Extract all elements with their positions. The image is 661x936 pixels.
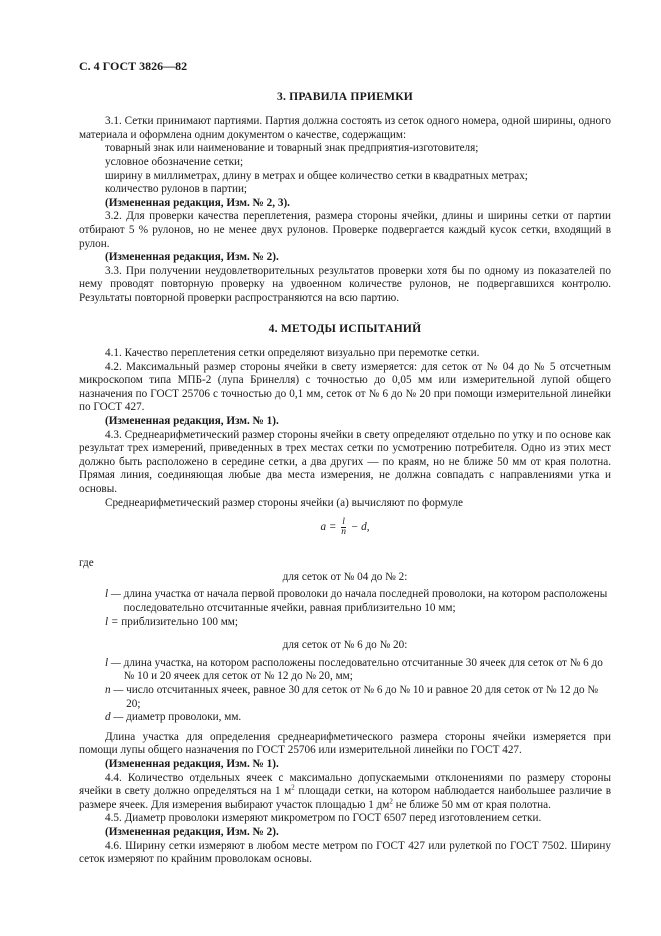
- definition-text: диаметр проволоки, мм.: [126, 711, 242, 724]
- definition-item: [79, 684, 611, 711]
- paragraph-4-5: 4.5. Диаметр проволоки измеряют микрометром по ГОСТ 6507 перед изготовлением сетки.: [105, 812, 542, 825]
- paragraph-4-1: 4.1. Качество переплетения сетки определяют визуально при перемотке сетки.: [105, 347, 480, 360]
- paragraph-4-4: [79, 772, 611, 813]
- formula-denominator: n: [341, 527, 346, 538]
- condition-heading: для сеток от № 04 до № 2:: [282, 570, 408, 583]
- formula-fraction: [341, 518, 346, 537]
- paragraph-4-4-part1: 4.4. Количество отдельных ячеек с максимально допускаемыми отклонениями по размеру стороны ячейки в свету должно определяться на 1 м: [79, 771, 611, 798]
- amendment-note: (Измененная редакция, Изм. № 1).: [105, 415, 279, 428]
- amendment-note: (Измененная редакция, Изм. № 2, 3).: [105, 196, 290, 209]
- paragraph-4-6: 4.6. Ширину сетки измеряют в любом месте метром по ГОСТ 427 или рулеткой по ГОСТ 7502. Ширину сеток измеряют по крайним проволокам основы.: [79, 839, 611, 866]
- definition-item: [79, 588, 611, 615]
- amendment-note: (Измененная редакция, Изм. № 2).: [105, 251, 279, 264]
- definition-symbol: n —: [105, 683, 124, 696]
- definition-text: число отсчитанных ячеек, равное 30 для сеток от № 6 до № 10 и равное 20 для сеток от № 12 до № 20;: [126, 683, 599, 710]
- paragraph-4-3: 4.3. Среднеарифметический размер стороны ячейки в свету определяют отдельно по утку и по основе как результат трех измерений, приведенных в трех местах сетки по усмотрению потребителя. Одно из этих мест должно быть расположено в середине сетки, а два других — по краям, но не ближе 50 мм от края полотна. Прямая линия, соединяющая любые два места измерения, не должна совпадать с направлениями утка и основы.: [79, 428, 611, 496]
- definition-symbol: l =: [105, 615, 119, 628]
- definition-symbol: l —: [105, 588, 121, 601]
- formula: [79, 518, 611, 537]
- definition-text: приблизительно 100 мм;: [121, 615, 238, 628]
- paragraph-4-3-formula-intro: Среднеарифметический размер стороны ячейки (a) вычисляют по формуле: [105, 496, 463, 509]
- formula-lhs: a =: [320, 521, 337, 534]
- paragraph-4-2: 4.2. Максимальный размер стороны ячейки в свету измеряется: для сеток от № 04 до № 5 отсчетным микроскопом типа МПБ-2 (лупа Бринелля) с точностью до 0,05 мм или измерительной лупой общего назначения по ГОСТ 25706 с точностью до 0,1 мм, сеток от № 6 до № 20 при помощи измерительной линейки по ГОСТ 427.: [79, 360, 611, 414]
- section-4-title: 4. МЕТОДЫ ИСПЫТАНИЙ: [268, 321, 422, 335]
- paragraph-3-3: 3.3. При получении неудовлетворительных результатов проверки хотя бы по одному из показателей по нему проводят повторную проверку на удвоенном количестве рулонов, не подвергавшихся контролю. Результаты повторной проверки распространяются на всю партию.: [79, 264, 611, 304]
- definition-item: [79, 657, 611, 684]
- list-item: условное обозначение сетки;: [105, 155, 244, 168]
- list-item: ширину в миллиметрах, длину в метрах и общее количество сетки в квадратных метрах;: [105, 169, 528, 182]
- list-item: количество рулонов в партии;: [105, 183, 248, 196]
- amendment-note: (Измененная редакция, Изм. № 1).: [105, 757, 279, 770]
- list-item: товарный знак или наименование и товарный знак предприятия-изготовителя;: [105, 142, 479, 155]
- superscript-2: 2: [389, 796, 393, 805]
- definition-text: длина участка от начала первой проволоки до начала последней проволоки, на котором расположены последовательно отсчитанные ячейки, равная приблизительно 10 мм;: [123, 588, 608, 614]
- definition-symbol: l —: [105, 656, 121, 669]
- definition-item: [79, 711, 611, 725]
- formula-numerator: l: [342, 517, 345, 528]
- definition-symbol: d —: [105, 711, 124, 724]
- definition-text: длина участка, на котором расположены последовательно отсчитанные 30 ячеек для сеток от № 6 до № 10 и 20 ячеек для сеток от № 12 до № 20, мм;: [123, 656, 603, 683]
- section-3-title: 3. ПРАВИЛА ПРИЕМКИ: [276, 89, 414, 103]
- paragraph-3-2: 3.2. Для проверки качества переплетения, размера стороны ячейки, длины и ширины сетки от партии отбирают 5 % рулонов, но не менее двух рулонов. Проверке подвергается каждый кусок сетки, входящий в рулон.: [79, 210, 611, 250]
- superscript-2: 2: [291, 783, 295, 792]
- definition-item: [79, 616, 611, 630]
- paragraph-3-1: 3.1. Сетки принимают партиями. Партия должна состоять из сеток одного номера, одной ширины, одного материала и оформлена одним документом о качестве, содержащим:: [79, 115, 611, 141]
- page-header: С. 4 ГОСТ 3826—82: [79, 59, 188, 73]
- paragraph-4-3-length: Длина участка для определения среднеарифметического размера стороны ячейки измеряется при помощи лупы общего назначения по ГОСТ 25706 или измерительной линейки по ГОСТ 427.: [79, 730, 611, 757]
- formula-rhs: − d,: [350, 521, 370, 534]
- amendment-note: (Измененная редакция, Изм. № 2).: [105, 825, 279, 838]
- where-label: где: [79, 557, 94, 570]
- paragraph-4-4-part3: не ближе 50 мм от края полотна.: [392, 798, 551, 811]
- paragraph-4-4-part2: площади сетки, на котором наблюдается наибольшее различие в размере ячеек. Для измерения выбирают участок площадью 1 дм: [79, 785, 611, 811]
- condition-heading: для сеток от № 6 до № 20:: [282, 639, 408, 652]
